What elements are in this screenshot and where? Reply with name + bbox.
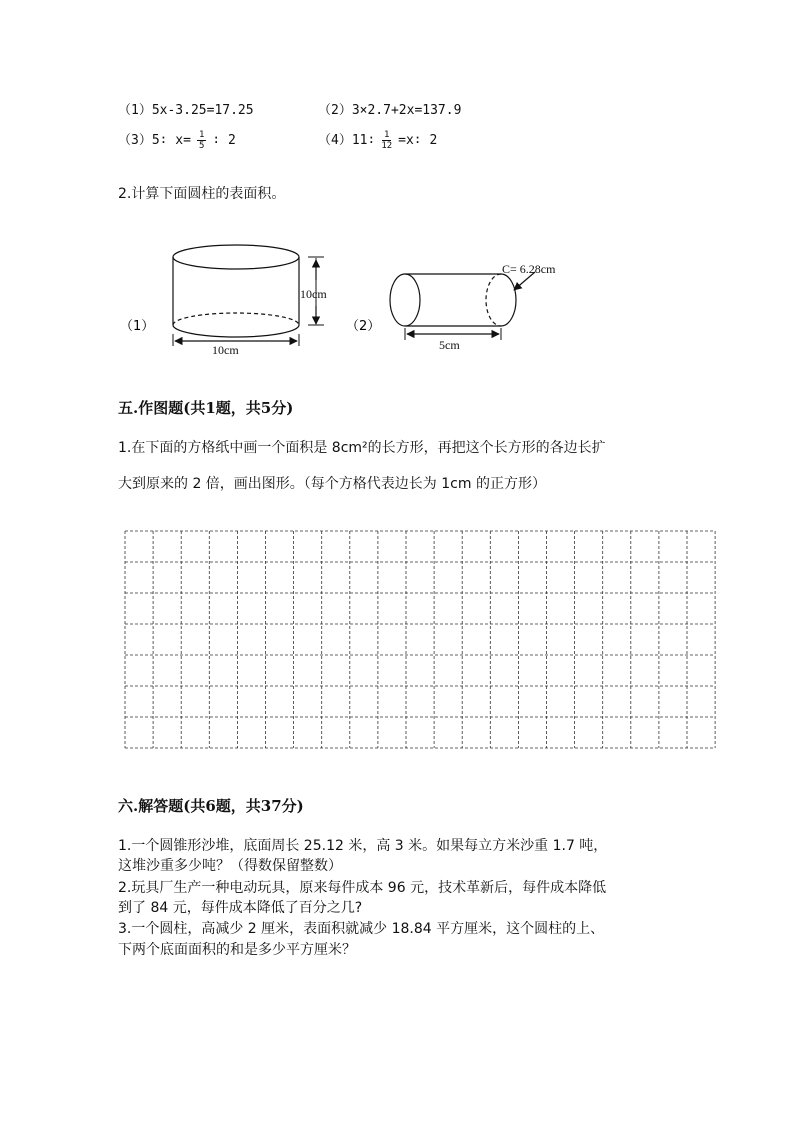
section-6-q2-line1: 2.玩具厂生产一种电动玩具，原来每件成本 96 元，技术革新后，每件成本降低 <box>118 880 607 896</box>
section-6-q1-line1: 1.一个圆锥形沙堆，底面周长 25.12 米，高 3 米。如果每立方米沙重 1.7 吨， <box>118 838 608 854</box>
fig2-label: （2） <box>346 319 381 334</box>
fig1-width-label: 10cm <box>212 343 239 357</box>
section-6-q3-line1: 3.一个圆柱，高减少 2 厘米，表面积就减少 18.84 平方厘米，这个圆柱的上、 <box>118 921 605 937</box>
section-5-title: 五.作图题(共1题，共5分) <box>118 399 294 417</box>
equation-1: （1）5x-3.25=17.25 <box>118 103 254 118</box>
cylinder-2 <box>390 274 516 326</box>
equation-3: （3）5∶ x= $\frac{1}{5}$ ∶ 2 <box>118 130 236 151</box>
fig2-length-label: 5cm <box>439 338 460 352</box>
section-6-q2-line2: 到了 84 元，每件成本降低了百分之几? <box>118 900 363 916</box>
fraction: $\frac{1}{5}$ <box>198 130 205 151</box>
fig1-height-label: 10cm <box>300 287 327 301</box>
question-2-title: 2.计算下面圆柱的表面积。 <box>118 186 286 202</box>
cylinder-1 <box>173 245 316 337</box>
section-6-title: 六.解答题(共6题，共37分) <box>118 797 304 815</box>
equation-4: （4）11∶ $\frac{1}{12}$ =x∶ 2 <box>318 130 438 151</box>
fig2-circumference-label: C= 6.28cm <box>502 262 556 276</box>
grid-paper[interactable] <box>124 530 718 750</box>
section-6-q1-line2: 这堆沙重多少吨？（得数保留整数） <box>118 858 342 874</box>
cylinder-figures <box>110 238 590 363</box>
section-5-question-line: 大到原来的 2 倍，画出图形。（每个方格代表边长为 1cm 的正方形） <box>118 476 546 492</box>
section-6-q3-line2: 下两个底面面积的和是多少平方厘米？ <box>118 942 356 958</box>
equation-2: （2）3×2.7+2x=137.9 <box>318 103 462 118</box>
fraction: $\frac{1}{12}$ <box>381 130 393 151</box>
section-5-question-line: 1.在下面的方格纸中画一个面积是 8cm²的长方形，再把这个长方形的各边长扩 <box>118 440 606 456</box>
fig1-label: （1） <box>120 319 155 334</box>
